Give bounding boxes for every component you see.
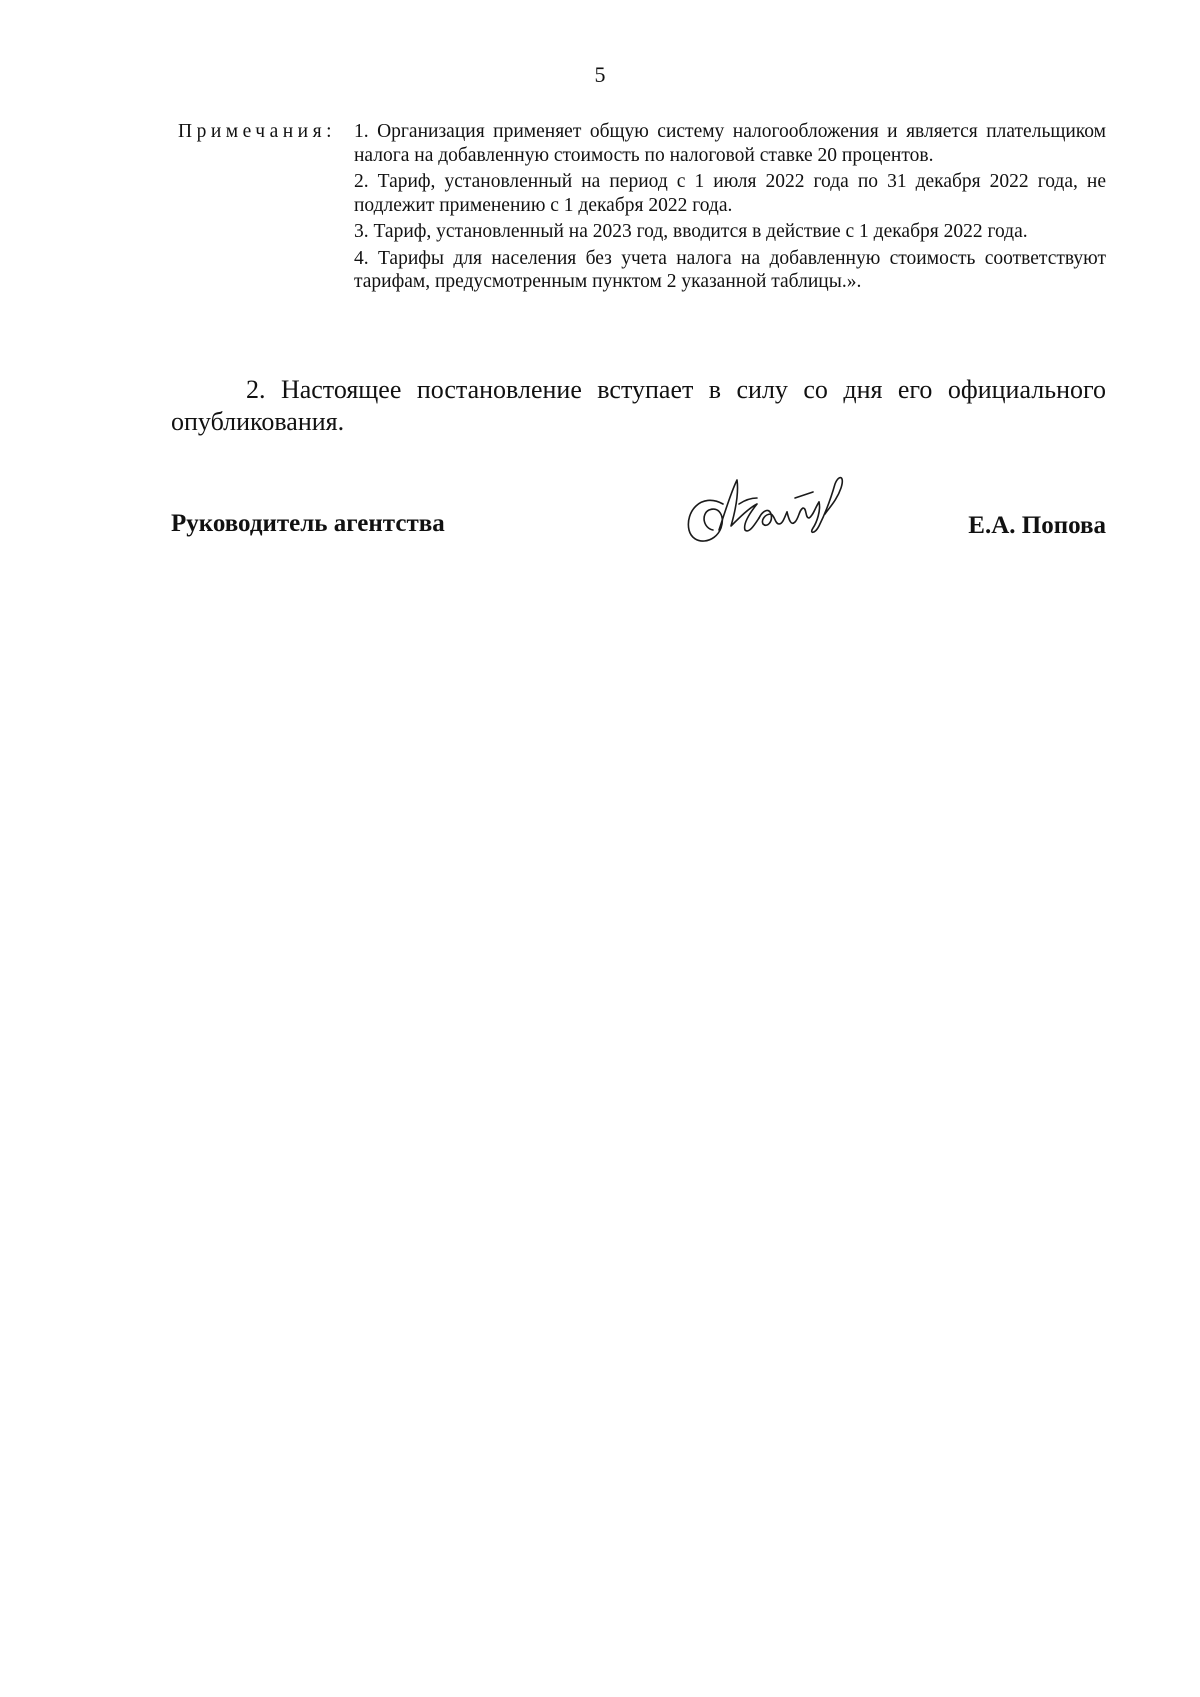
notes-label: Примечания:: [178, 121, 336, 142]
signer-name: Е.А. Попова: [968, 512, 1106, 539]
clause-2-paragraph: 2. Настоящее постановление вступает в силу со дня его официального опубликования.: [171, 375, 1106, 436]
note-item: 3. Тариф, установленный на 2023 год, вводится в действие с 1 декабря 2022 года.: [354, 221, 1028, 242]
signer-title: Руководитель агентства: [171, 510, 445, 537]
note-item: 4. Тарифы для населения без учета налога на добавленную стоимость соответствуют тарифам, предусмотренным пунктом 2 указанной таблицы.».: [354, 247, 1106, 292]
notes-list: [354, 120, 1106, 297]
page-number: 5: [594, 62, 606, 87]
note-item: 2. Тариф, установленный на период с 1 июля 2022 года по 31 декабря 2022 года, не подлежит применению с 1 декабря 2022 года.: [354, 171, 1106, 216]
signature-block: [171, 500, 1106, 560]
note-item: 1. Организация применяет общую систему налогообложения и является плательщиком налога на добавленную стоимость по налоговой ставке 20 процентов.: [354, 121, 1106, 166]
notes-section: [178, 120, 1106, 297]
handwritten-signature: [679, 464, 854, 554]
